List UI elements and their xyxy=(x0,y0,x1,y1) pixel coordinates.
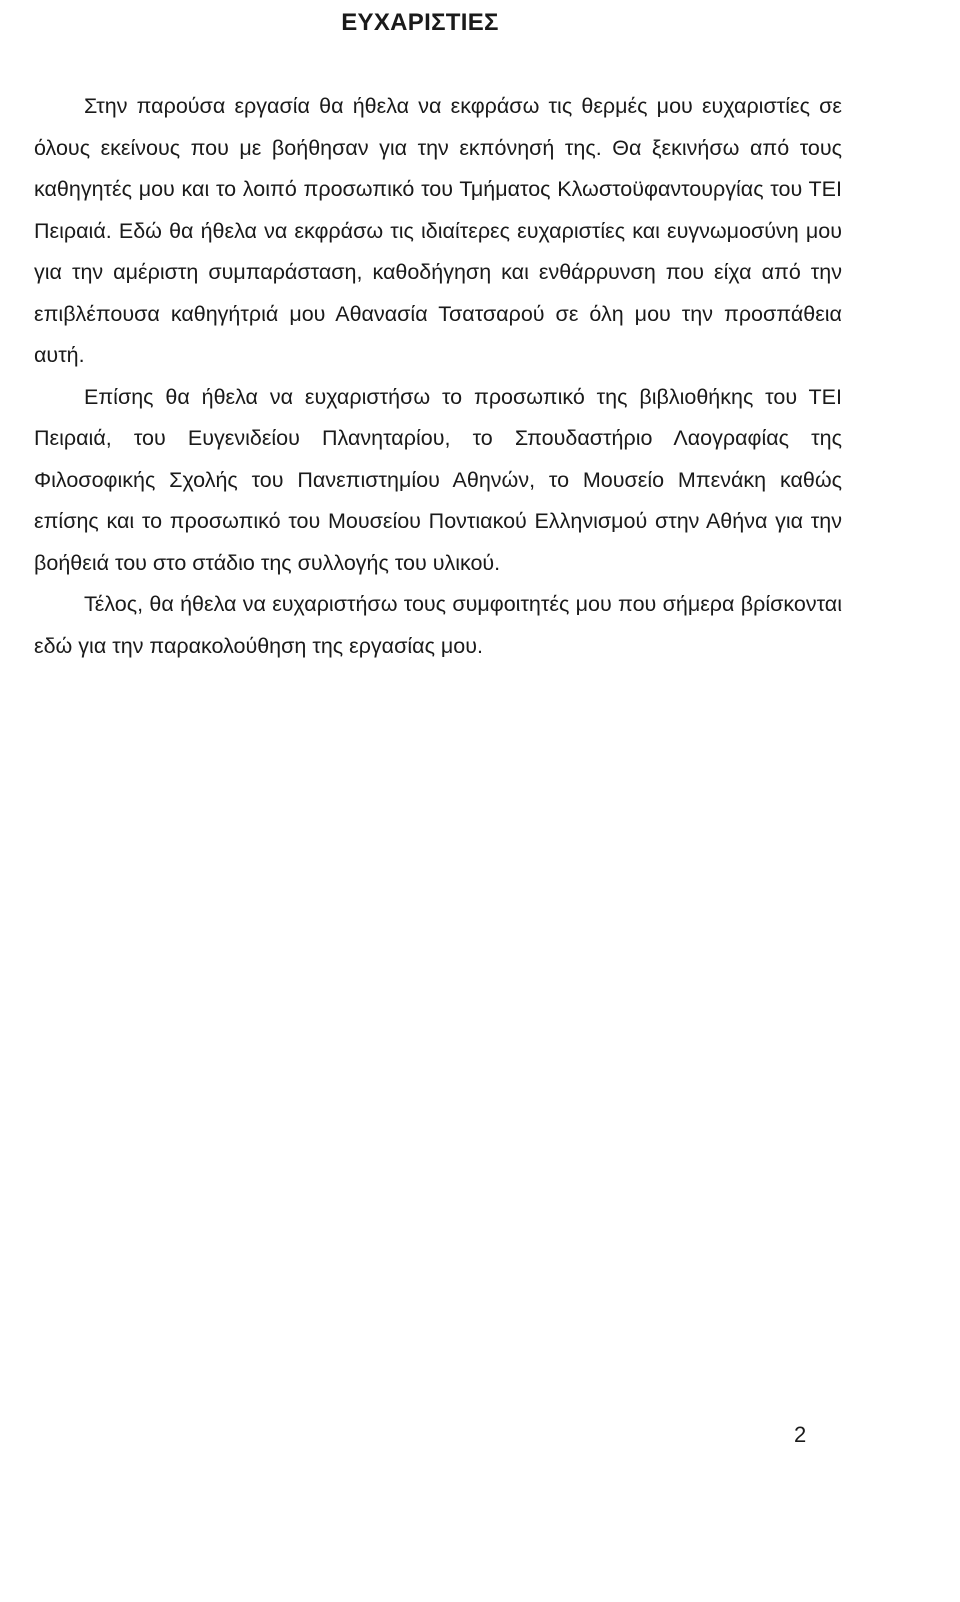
page-number: 2 xyxy=(794,1422,807,1447)
paragraph-3: Τέλος, θα ήθελα να ευχαριστήσω τους συμφοιτητές μου που σήμερα βρίσκονται εδώ για την παρακολούθηση της εργασίας μου. xyxy=(34,592,842,658)
acknowledgements-body xyxy=(34,86,842,667)
paragraph-2: Επίσης θα ήθελα να ευχαριστήσω το προσωπικό της βιβλιοθήκης του ΤΕΙ Πειραιά, του Ευγενιδείου Πλανηταρίου, το Σπουδαστήριο Λαογραφίας της Φιλοσοφικής Σχολής του Πανεπιστημίου Αθηνών, το Μουσείο Μπενάκη καθώς επίσης και το προσωπικό του Μουσείου Ποντιακού Ελληνισμού στην Αθήνα για την βοήθειά του στο στάδιο της συλλογής του υλικού. xyxy=(34,384,842,575)
paragraph-1: Στην παρούσα εργασία θα ήθελα να εκφράσω τις θερμές μου ευχαριστίες σε όλους εκείνους που με βοήθησαν για την εκπόνησή της. Θα ξεκινήσω από τους καθηγητές μου και το λοιπό προσωπικό του Τμήματος Κλωστοϋφαντουργίας του ΤΕΙ Πειραιά. Εδώ θα ήθελα να εκφράσω τις ιδιαίτερες ευχαριστίες και ευγνωμοσύνη μου για την αμέριστη συμπαράσταση, καθοδήγηση και ενθάρρυνση που είχα από την επιβλέπουσα καθηγήτριά μου Αθανασία Τσατσαρού σε όλη μου την προσπάθεια αυτή. xyxy=(34,94,842,367)
page-title: ΕΥΧΑΡΙΣΤΙΕΣ xyxy=(341,9,499,36)
